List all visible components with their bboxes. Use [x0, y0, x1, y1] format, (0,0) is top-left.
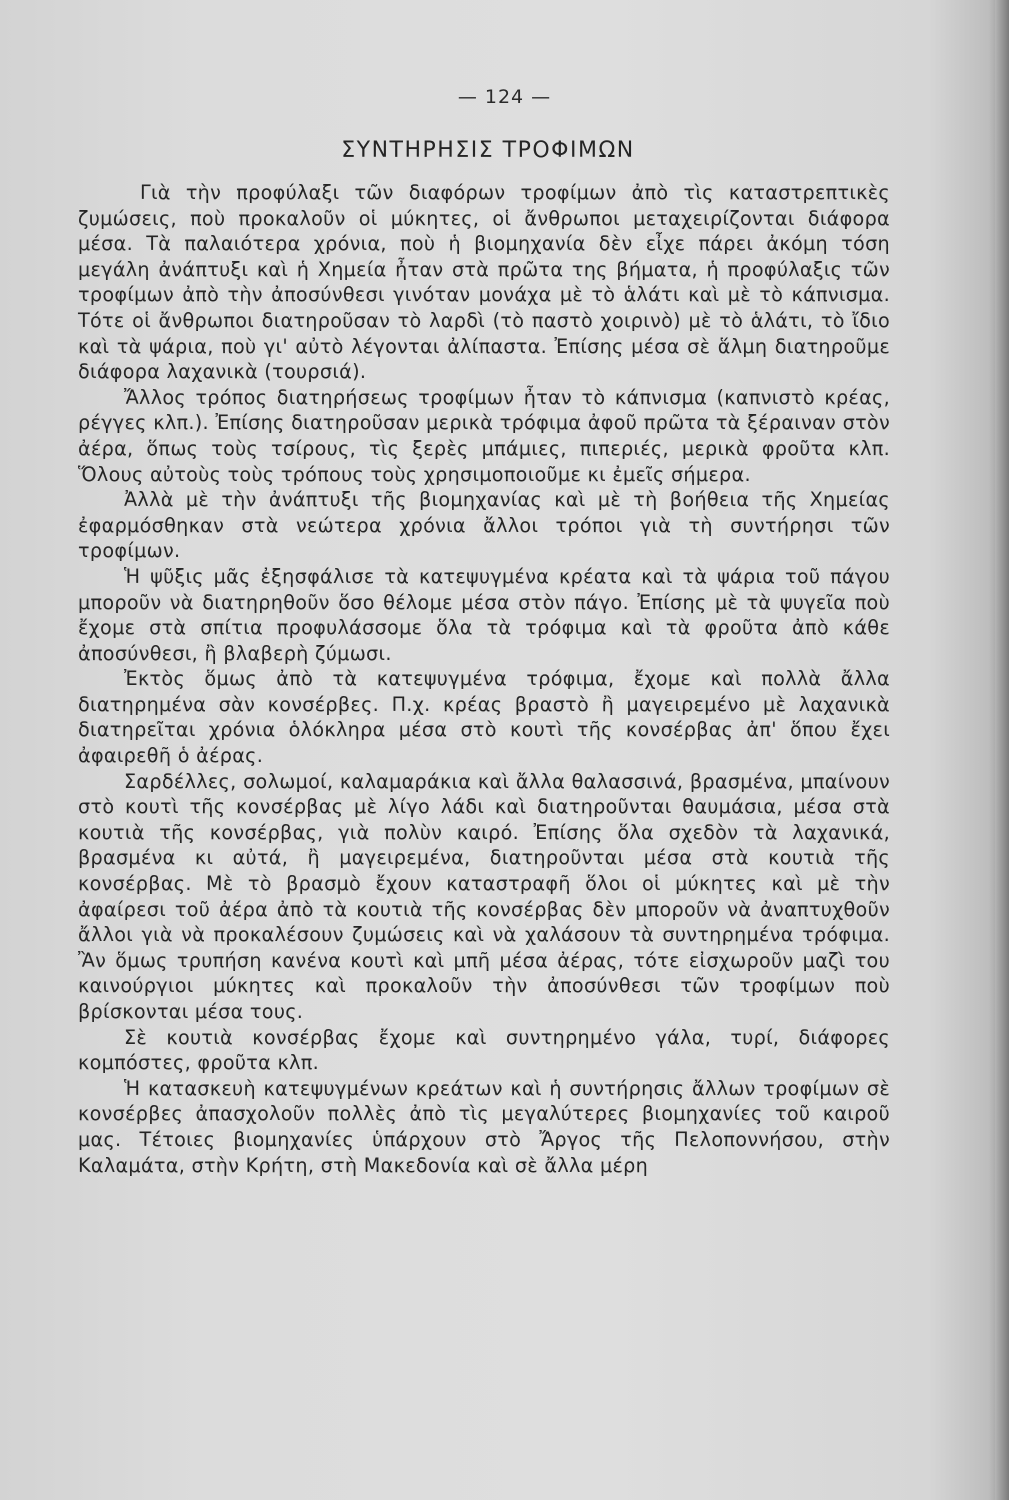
paragraph-2: Ἄλλος τρόπος διατηρήσεως τροφίμων ἦταν τὸ κάπνισμα (καπνιστὸ κρέας, ρέγγες κλπ.). Ἐπίσης διατηροῦσαν μερικὰ τρόφιμα ἀφοῦ πρῶτα τὰ ξέραιναν στὸν ἀέρα, ὅπως τοὺς τσίρους, τὶς ξερὲς μπάμιες, πιπεριές, μερικὰ φροῦτα κλπ. Ὅλους αὐτοὺς τοὺς τρόπους τοὺς χρησιμοποιοῦμε κι ἐμεῖς σήμερα.	[78, 385, 890, 486]
paragraph-7: Σὲ κουτιὰ κονσέρβας ἔχομε καὶ συντηρημένο γάλα, τυρί, διάφορες κομπόστες, φροῦτα κλπ.	[78, 1025, 890, 1075]
paragraph-1: Γιὰ τὴν προφύλαξι τῶν διαφόρων τροφίμων ἀπὸ τὶς καταστρεπτικὲς ζυμώσεις, ποὺ προκαλοῦν οἱ μύκητες, οἱ ἄνθρωποι μεταχειρίζονται διάφορα μέσα. Τὰ παλαιότερα χρόνια, ποὺ ἡ βιομηχανία δὲν εἶχε πάρει ἀκόμη τόση μεγάλη ἀνάπτυξι καὶ ἡ Χημεία ἦταν στὰ πρῶτα της βήματα, ἡ προφύλαξις τῶν τροφίμων ἀπὸ τὴν ἀποσύνθεσι γινόταν μονάχα μὲ τὸ ἁλάτι καὶ μὲ τὸ κάπνισμα. Τότε οἱ ἄνθρωποι διατηροῦσαν τὸ λαρδὶ (τὸ παστὸ χοιρινὸ) μὲ τὸ ἁλάτι, τὸ ἴδιο καὶ τὰ ψάρια, ποὺ γι' αὐτὸ λέγονται ἀλίπαστα. Ἐπίσης μέσα σὲ ἅλμη διατηροῦμε διάφορα λαχανικὰ (τουρσιά).	[78, 181, 890, 384]
page-edge-shadow	[995, 0, 1009, 1500]
page-title: ΣΥΝΤΗΡΗΣΙΣ ΤΡΟΦΙΜΩΝ	[341, 138, 635, 163]
body-text	[78, 180, 890, 1178]
page-number: — 124 —	[457, 86, 552, 108]
paragraph-4: Ἡ ψῦξις μᾶς ἐξησφάλισε τὰ κατεψυγμένα κρέατα καὶ τὰ ψάρια τοῦ πάγου μποροῦν νὰ διατηρηθοῦν ὅσο θέλομε μέσα στὸν πάγο. Ἐπίσης μὲ τὰ ψυγεῖα ποὺ ἔχομε στὰ σπίτια προφυλάσσομε ὅλα τὰ τρόφιμα καὶ τὰ φροῦτα ἀπὸ κάθε ἀποσύνθεσι, ἢ βλαβερὴ ζύμωσι.	[78, 564, 890, 665]
paragraph-5: Ἐκτὸς ὅμως ἀπὸ τὰ κατεψυγμένα τρόφιμα, ἔχομε καὶ πολλὰ ἄλλα διατηρημένα σὰν κονσέρβες. Π.χ. κρέας βραστὸ ἢ μαγειρεμένο μὲ λαχανικὰ διατηρεῖται χρόνια ὁλόκληρα μέσα στὸ κουτὶ τῆς κονσέρβας ἀπ' ὅπου ἔχει ἀφαιρεθῆ ὁ ἀέρας.	[78, 667, 890, 768]
paragraph-8: Ἡ κατασκευὴ κατεψυγμένων κρεάτων καὶ ἡ συντήρησις ἄλλων τροφίμων σὲ κονσέρβες ἀπασχολοῦν πολλὲς ἀπὸ τὶς μεγαλύτερες βιομηχανίες τοῦ καιροῦ μας. Τέτοιες βιομηχανίες ὑπάρχουν στὸ Ἄργος τῆς Πελοποννήσου, στὴν Καλαμάτα, στὴν Κρήτη, στὴ Μακεδονία καὶ σὲ ἄλλα μέρη	[78, 1076, 890, 1177]
paragraph-6: Σαρδέλλες, σολωμοί, καλαμαράκια καὶ ἄλλα θαλασσινά, βρασμένα, μπαίνουν στὸ κουτὶ τῆς κονσέρβας μὲ λίγο λάδι καὶ διατηροῦνται θαυμάσια, μέσα στὰ κουτιὰ τῆς κονσέρβας, γιὰ πολὺν καιρό. Ἐπίσης ὅλα σχεδὸν τὰ λαχανικά, βρασμένα κι αὐτά, ἢ μαγειρεμένα, διατηροῦνται μέσα στὰ κουτιὰ τῆς κονσέρβας. Μὲ τὸ βρασμὸ ἔχουν καταστραφῆ ὅλοι οἱ μύκητες καὶ μὲ τὴν ἀφαίρεσι τοῦ ἀέρα ἀπὸ τὰ κουτιὰ τῆς κονσέρβας δὲν μποροῦν νὰ ἀναπτυχθοῦν ἄλλοι γιὰ νὰ προκαλέσουν ζυμώσεις καὶ νὰ χαλάσουν τὰ συντηρημένα τρόφιμα. Ἂν ὅμως τρυπήση κανένα κουτὶ καὶ μπῆ μέσα ἀέρας, τότε εἰσχωροῦν μαζὶ του καινούργιοι μύκητες καὶ προκαλοῦν τὴν ἀποσύνθεσι τῶν τροφίμων ποὺ βρίσκονται μέσα τους.	[78, 769, 890, 1023]
paragraph-3: Ἀλλὰ μὲ τὴν ἀνάπτυξι τῆς βιομηχανίας καὶ μὲ τὴ βοήθεια τῆς Χημείας ἐφαρμόσθηκαν στὰ νεώτερα χρόνια ἄλλοι τρόποι γιὰ τὴ συντήρησι τῶν τροφίμων.	[78, 488, 890, 563]
